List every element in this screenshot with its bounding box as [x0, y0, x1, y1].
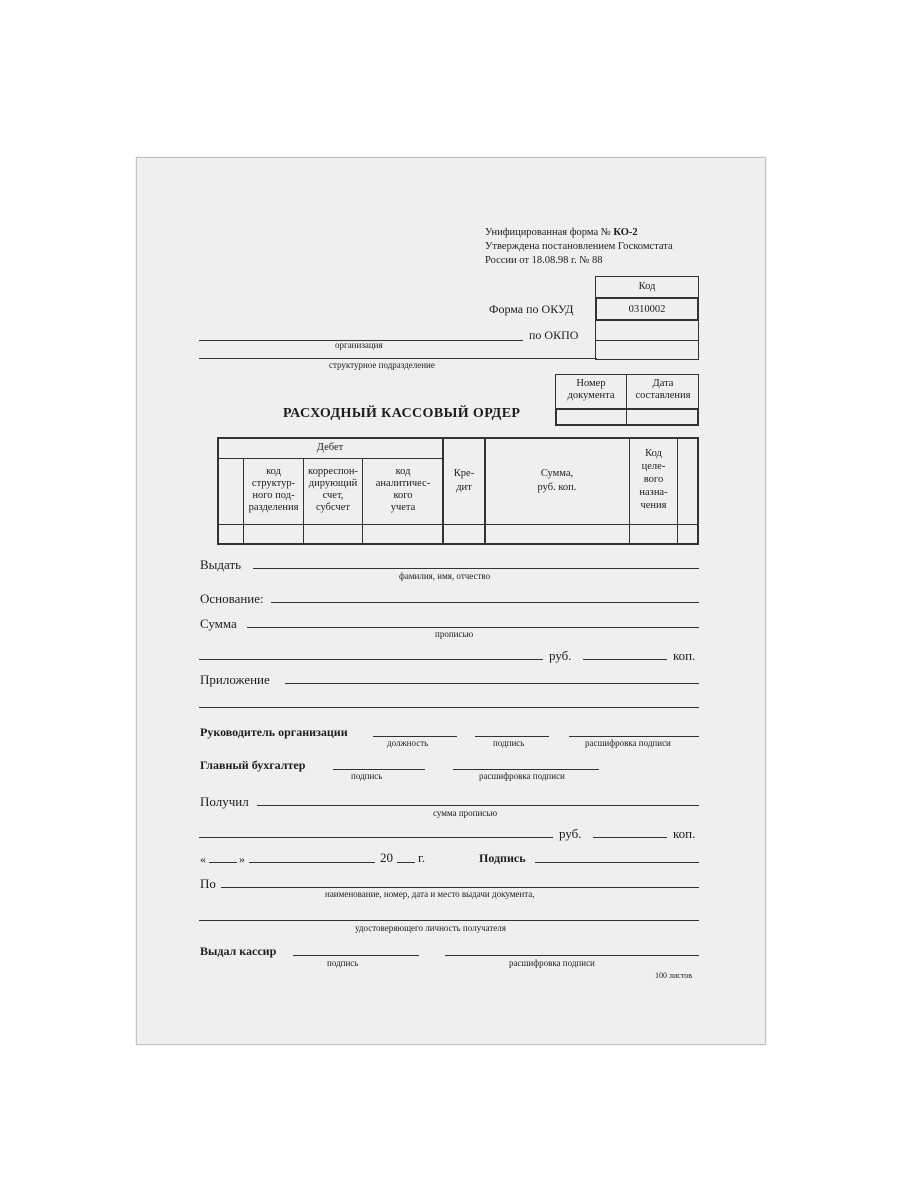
- head-signature-caption: подпись: [493, 738, 525, 748]
- sum-label: Сумма: [200, 616, 237, 631]
- date-close-quote: »: [239, 852, 245, 866]
- col-corr-account: корреспон- дирующий счет, субсчет: [308, 466, 358, 513]
- attachment-label: Приложение: [200, 672, 270, 687]
- col-purpose-code: Код целе- вого назна- чения: [639, 448, 668, 511]
- form-approved-line2: России от 18.08.98 г. № 88: [485, 255, 603, 266]
- okud-label: Форма по ОКУД: [489, 302, 574, 316]
- organization-caption: организация: [335, 340, 383, 350]
- issue-label: Выдать: [200, 557, 242, 572]
- col-credit: Кре- дит: [453, 468, 475, 493]
- page-title: РАСХОДНЫЙ КАССОВЫЙ ОРДЕР: [283, 406, 521, 421]
- subdivision-caption: структурное подразделение: [329, 360, 435, 370]
- sum-words-line[interactable]: [247, 627, 699, 628]
- received-rub-label: руб.: [559, 826, 582, 841]
- okpo-label: по ОКПО: [529, 328, 579, 342]
- received-caption: сумма прописью: [433, 808, 498, 818]
- cashier-signature-caption: подпись: [327, 958, 359, 968]
- recipient-signature-line[interactable]: [535, 862, 699, 863]
- doc-values-row: [555, 408, 699, 426]
- by-label: По: [200, 876, 216, 891]
- head-decoding-caption: расшифровка подписи: [585, 738, 671, 748]
- document-caption: наименование, номер, дата и место выдачи документа,: [325, 889, 535, 899]
- received-kop-label: коп.: [673, 826, 696, 841]
- sheets-count: 100 листов: [655, 971, 692, 980]
- attachment-line[interactable]: [285, 683, 699, 684]
- basis-line[interactable]: [271, 602, 699, 603]
- head-position-caption: должность: [387, 738, 429, 748]
- cash-order-form-sheet: [136, 157, 766, 1045]
- cashier-decoding-line[interactable]: [445, 955, 699, 956]
- form-code: КО-2: [613, 227, 638, 238]
- date-year-line[interactable]: [397, 862, 415, 863]
- accountant-signature-caption: подпись: [351, 771, 383, 781]
- document-line[interactable]: [221, 887, 699, 888]
- cashier-decoding-caption: расшифровка подписи: [509, 958, 595, 968]
- cashier-label: Выдал кассир: [200, 944, 277, 958]
- sum-kop-label: коп.: [673, 648, 696, 663]
- cashier-signature-line[interactable]: [293, 955, 419, 956]
- date-month-line[interactable]: [249, 862, 375, 863]
- received-label: Получил: [200, 794, 249, 809]
- accountant-signature-line[interactable]: [333, 769, 425, 770]
- doc-date-label: Дата составления: [635, 378, 691, 401]
- sum-caption: прописью: [435, 629, 474, 639]
- code-header: Код: [638, 281, 656, 292]
- sum-kop-line[interactable]: [583, 659, 667, 660]
- col-struct-code: код структур- ного под- разделения: [248, 466, 299, 513]
- head-position-line[interactable]: [373, 736, 457, 737]
- issue-line[interactable]: [253, 568, 699, 569]
- debit-header: Дебет: [316, 442, 344, 453]
- accountant-decoding-line[interactable]: [453, 769, 599, 770]
- received-kop-line[interactable]: [593, 837, 667, 838]
- head-decoding-line[interactable]: [569, 736, 699, 737]
- col-analytic-code: код аналитичес- кого учета: [375, 466, 431, 513]
- issue-caption: фамилия, имя, отчество: [399, 571, 491, 581]
- attachment-line-2[interactable]: [199, 707, 699, 708]
- form-header: [485, 226, 673, 268]
- date-open-quote: «: [200, 852, 206, 866]
- sum-rub-label: руб.: [549, 648, 572, 663]
- received-sum-line-2[interactable]: [199, 837, 553, 838]
- head-label: Руководитель организации: [200, 725, 348, 739]
- accountant-decoding-caption: расшифровка подписи: [479, 771, 565, 781]
- basis-label: Основание:: [200, 591, 264, 606]
- year-prefix: 20: [380, 850, 393, 865]
- okud-value: 0310002: [628, 304, 666, 315]
- signature-label: Подпись: [479, 851, 526, 865]
- identity-caption: удостоверяющего личность получателя: [355, 923, 506, 933]
- head-signature-line[interactable]: [475, 736, 549, 737]
- received-sum-line[interactable]: [257, 805, 699, 806]
- accountant-label: Главный бухгалтер: [200, 758, 306, 772]
- date-day-line[interactable]: [209, 862, 237, 863]
- sum-words-line-2[interactable]: [199, 659, 543, 660]
- doc-number-label: Номер документа: [567, 378, 615, 401]
- col-sum: Сумма, руб. коп.: [537, 468, 577, 493]
- form-unified-line: Унифицированная форма № КО-2: [485, 227, 638, 238]
- form-approved-line1: Утверждена постановлением Госкомстата: [485, 241, 673, 252]
- year-suffix: г.: [418, 850, 426, 865]
- subdivision-line[interactable]: [199, 358, 597, 359]
- document-line-2[interactable]: [199, 920, 699, 921]
